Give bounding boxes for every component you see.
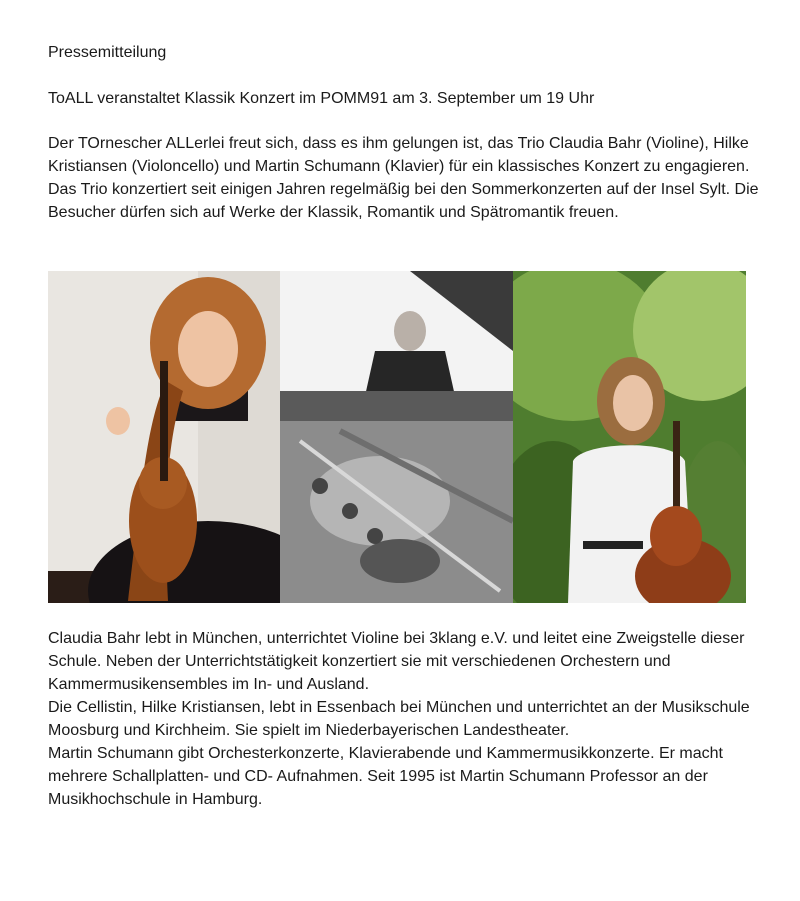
bio-claudia-bahr: Claudia Bahr lebt in München, unterrichtet Violine bei 3klang e.V. und leitet eine Zweigstelle dieser Schule. Neben der Unterrichtstätigkeit konzertiert sie mit verschiedenen Orchestern und Kammermusikensembles im In- und Ausland. bbox=[48, 630, 745, 693]
bio-hilke-kristiansen: Die Cellistin, Hilke Kristiansen, lebt in Essenbach bei München und unterrichtet an der Musikschule Moosburg und Kirchheim. Sie spielt im Niederbayerischen Landestheater. bbox=[48, 699, 750, 739]
intro-paragraph: Der TOrnescher ALLerlei freut sich, dass es ihm gelungen ist, das Trio Claudia Bahr (Violine), Hilke Kristiansen (Violoncello) und Martin Schumann (Klavier) für ein klassisches Konzert zu engagieren. Das Trio konzertiert seit einigen Jahren regelmäßig bei den Sommerkonzerten auf der Insel Sylt. Die Besucher dürfen sich auf Werke der Klassik, Romantik und Spätromantik freuen. bbox=[48, 135, 759, 221]
headline: ToALL veranstaltet Klassik Konzert im POMM91 am 3. September um 19 Uhr bbox=[48, 90, 595, 107]
photo-strip bbox=[48, 271, 746, 603]
violinist-photo bbox=[48, 271, 280, 603]
bio-martin-schumann: Martin Schumann gibt Orchesterkonzerte, Klavierabende und Kammermusikkonzerte. Er macht mehrere Schallplatten- und CD- Aufnahmen. Seit 1995 ist Martin Schumann Professor an der Musikhochschule in Hamburg. bbox=[48, 745, 723, 808]
cellist-photo bbox=[513, 271, 746, 603]
document-label: Pressemitteilung bbox=[48, 44, 167, 61]
pianist-photo bbox=[280, 271, 513, 603]
bios-section bbox=[48, 627, 763, 811]
